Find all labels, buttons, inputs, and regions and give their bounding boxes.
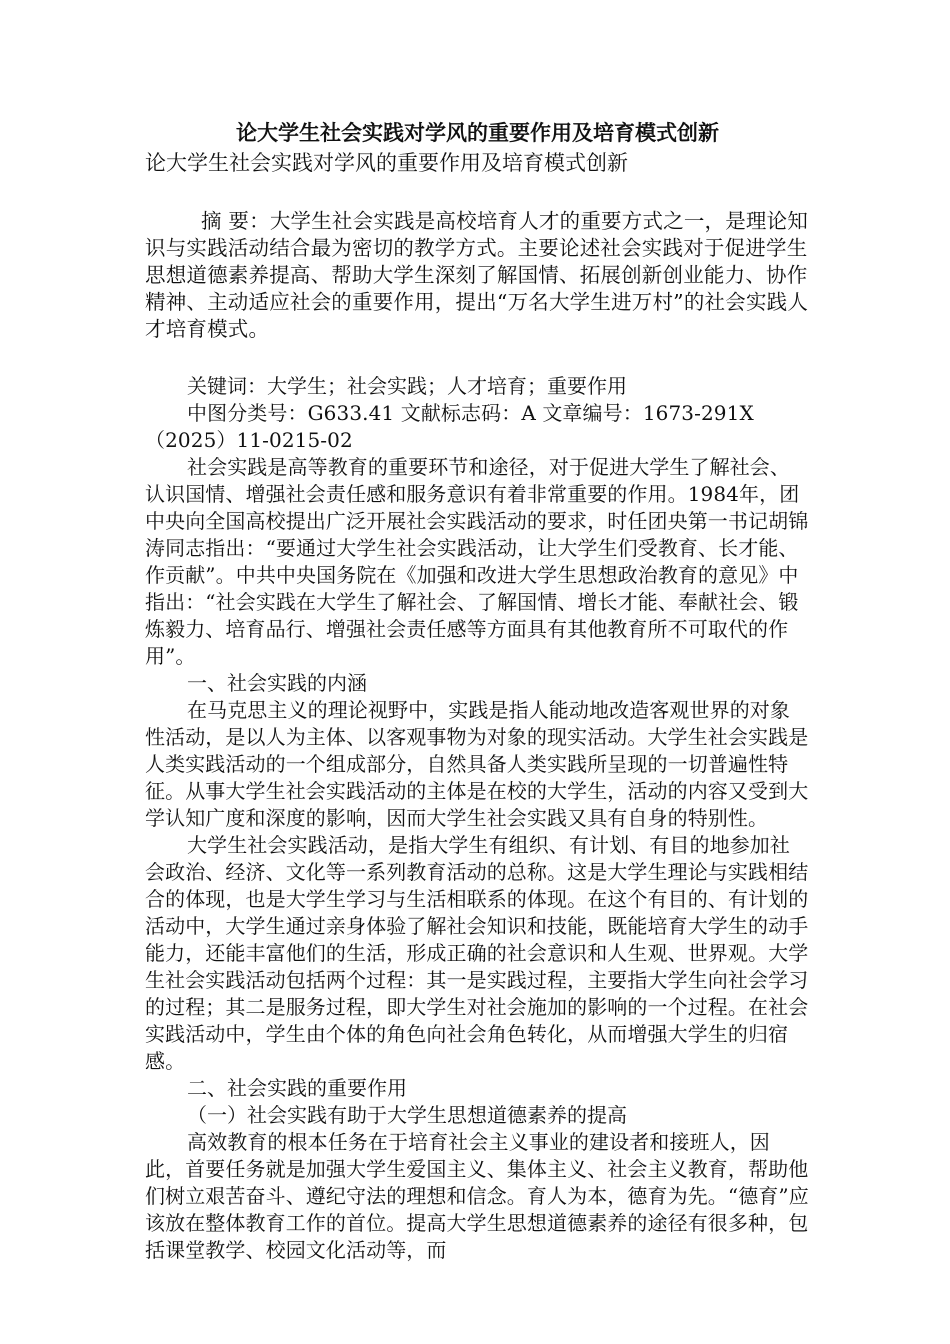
spacer — [145, 178, 810, 208]
spacer — [145, 343, 810, 373]
abstract: 摘 要：大学生社会实践是高校培育人才的重要方式之一，是理论知识与实践活动结合最为密切的教学方式。主要论述社会实践对于促进学生思想道德素养提高、帮助大学生深刻了解国情、拓展创新创业能力、协作精神、主动适应社会的重要作用，提出“万名大学生进万村”的社会实践人才培育模式。 — [145, 209, 809, 341]
section-1-paragraph-1: 在马克思主义的理论视野中，实践是指人能动地改造客观世界的对象性活动，是以人为主体、以客观事物为对象的现实活动。大学生社会实践是人类实践活动的一个组成部分，自然具备人类实践所呈现的一切普遍性特征。从事大学生社会实践活动的主体是在校的大学生，活动的内容又受到大学认知广度和深度的影响，因而大学生社会实践又具有自身的特别性。 — [145, 698, 809, 830]
section-1-heading: 一、社会实践的内涵 — [187, 671, 367, 695]
intro-paragraph: 社会实践是高等教育的重要环节和途径，对于促进大学生了解社会、认识国情、增强社会责任感和服务意识有着非常重要的作用。1984年，团中央向全国高校提出广泛开展社会实践活动的要求，时任团央第一书记胡锦涛同志指出：“要通过大学生社会实践活动，让大学生们受教育、长才能、作贡献”。中共中央国务院在《加强和改进大学生思想政治教育的意见》中指出：“社会实践在大学生了解社会、了解国情、增长才能、奉献社会、锻炼毅力、培育品行、增强社会责任感等方面具有其他教育所不可取代的作用”。 — [145, 455, 809, 668]
document-title: 论大学生社会实践对学风的重要作用及培育模式创新 — [236, 120, 719, 145]
section-2-subheading-1: （一）社会实践有助于大学生思想道德素养的提高 — [187, 1103, 627, 1127]
keywords-line: 关键词：大学生；社会实践；人才培育；重要作用 — [187, 374, 627, 398]
section-2-heading: 二、社会实践的重要作用 — [187, 1076, 407, 1100]
document-page — [145, 118, 810, 1264]
section-2-paragraph-1: 高效教育的根本任务在于培育社会主义事业的建设者和接班人，因此，首要任务就是加强大学生爱国主义、集体主义、社会主义教育，帮助他们树立艰苦奋斗、遵纪守法的理想和信念。育人为本，德育为先。“德育”应该放在整体教育工作的首位。提高大学生思想道德素养的途径有很多种，包括课堂教学、校园文化活动等，而 — [145, 1130, 809, 1262]
classification-line: 中图分类号：G633.41 文献标志码：A 文章编号：1673-291X（2025）11-0215-02 — [145, 401, 754, 452]
section-1-paragraph-2: 大学生社会实践活动，是指大学生有组织、有计划、有目的地参加社会政治、经济、文化等一系列教育活动的总称。这是大学生理论与实践相结合的体现，也是大学生学习与生活相联系的体现。在这个有目的、有计划的活动中，大学生通过亲身体验了解社会知识和技能，既能培育大学生的动手能力，还能丰富他们的生活，形成正确的社会意识和人生观、世界观。大学生社会实践活动包括两个过程：其一是实践过程，主要指大学生向社会学习的过程；其二是服务过程，即大学生对社会施加的影响的一个过程。在社会实践活动中，学生由个体的角色向社会角色转化，从而增强大学生的归宿感。 — [145, 833, 809, 1073]
document-subtitle: 论大学生社会实践对学风的重要作用及培育模式创新 — [145, 151, 628, 175]
